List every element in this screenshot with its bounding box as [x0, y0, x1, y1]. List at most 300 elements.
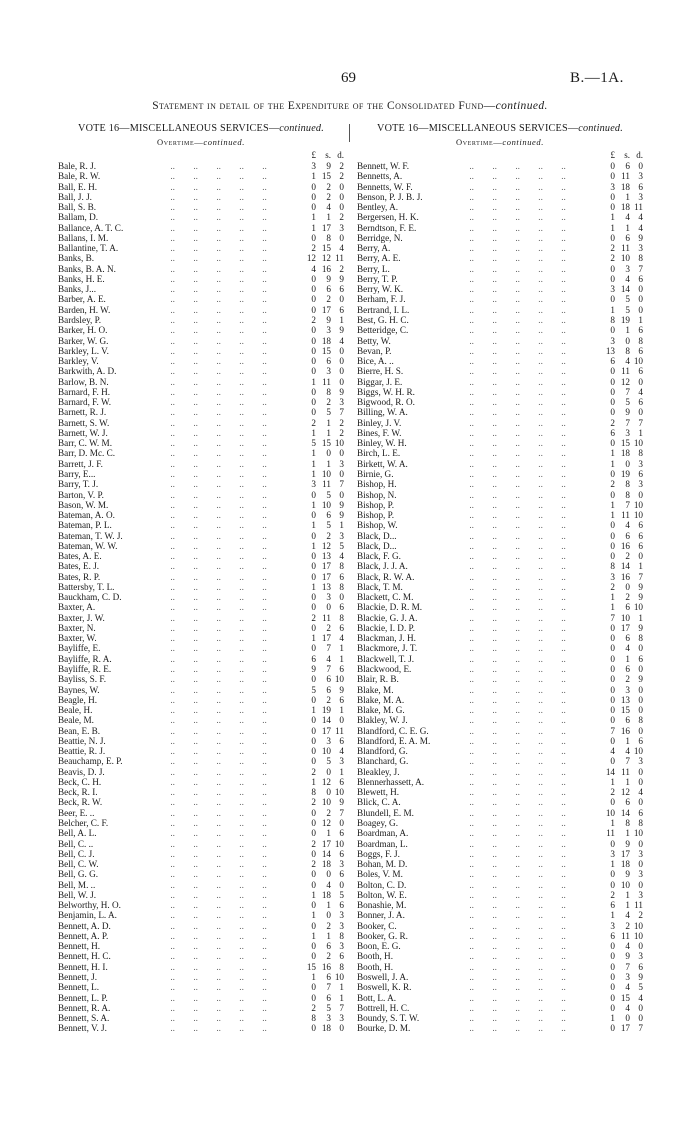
entry-pounds: 2 — [311, 797, 316, 808]
entry-pounds: 1 — [311, 448, 316, 459]
entry-pence: 0 — [339, 191, 344, 202]
entry-name: Beattie, N. J. — [58, 735, 106, 746]
entry-row — [357, 520, 643, 530]
entry-row — [357, 264, 643, 274]
entry-pence: 7 — [339, 807, 344, 818]
statement-caption-cont: continued. — [495, 100, 548, 112]
entry-name: Bell, M. .. — [58, 879, 96, 890]
entry-pence: 10 — [633, 602, 643, 613]
entry-pounds: 0 — [311, 510, 316, 521]
leader-dots: .. .. .. .. .. — [152, 715, 267, 726]
leader-dots: .. .. .. .. .. — [451, 602, 566, 613]
entry-name: Bonashie, M. — [357, 900, 407, 911]
entry-shillings: 1 — [625, 828, 630, 839]
entry-pence: 11 — [335, 253, 344, 264]
left-column — [58, 122, 344, 1034]
entry-pounds: 0 — [610, 1023, 615, 1034]
leader-dots: .. .. .. .. .. — [451, 458, 566, 469]
entry-pounds: 0 — [311, 715, 316, 726]
leader-dots: .. .. .. .. .. — [152, 982, 267, 993]
entry-name: Bell, C. .. — [58, 838, 94, 849]
entry-row — [357, 428, 643, 438]
entry-pounds: 0 — [610, 407, 615, 418]
entry-shillings: 14 — [620, 284, 630, 295]
entry-row — [357, 274, 643, 284]
entry-pence: 7 — [638, 571, 643, 582]
entry-row — [58, 294, 344, 304]
entry-pence: 0 — [339, 1023, 344, 1034]
entry-pence: 6 — [638, 273, 643, 284]
entry-name: Boagey, G. — [357, 818, 398, 828]
leader-dots: .. .. .. .. .. — [152, 499, 267, 510]
vote-heading-text: VOTE 16—MISCELLANEOUS SERVICES— — [377, 123, 579, 134]
entry-shillings: 14 — [321, 715, 331, 726]
entry-shillings: 10 — [321, 468, 331, 479]
leader-dots: .. .. .. .. .. — [451, 171, 566, 182]
entry-name: Blackie, I. D. P. — [357, 622, 415, 633]
entry-shillings: 2 — [326, 951, 331, 962]
entry-pence: 9 — [339, 797, 344, 808]
entry-pounds: 0 — [311, 366, 316, 377]
entry-row — [357, 572, 643, 582]
entry-pence: 6 — [339, 900, 344, 911]
entry-pence: 9 — [339, 510, 344, 521]
entry-shillings: 5 — [326, 489, 331, 500]
entry-pence: 2 — [339, 263, 344, 274]
entry-pounds: 6 — [610, 930, 615, 941]
entry-shillings: 6 — [326, 992, 331, 1003]
entry-name: Bishop, H. — [357, 479, 397, 490]
subheading-text: Overtime— — [456, 137, 503, 147]
entry-name: Bishop, W. — [357, 520, 398, 531]
entry-row — [357, 212, 643, 222]
leader-dots: .. .. .. .. .. — [451, 633, 566, 644]
entry-pence: 0 — [638, 1002, 643, 1013]
entry-name: Bergersen, H. K. — [357, 212, 419, 223]
entry-name: Banks, H. E. — [58, 273, 105, 284]
leader-dots: .. .. .. .. .. — [451, 643, 566, 654]
entry-pence: 0 — [638, 489, 643, 500]
entry-name: Boles, V. M. — [357, 869, 403, 880]
subheading-cont: continued. — [502, 137, 544, 147]
entry-row — [357, 202, 643, 212]
entry-shillings: 0 — [326, 602, 331, 613]
leader-dots: .. .. .. .. .. — [152, 273, 267, 284]
entry-name: Boswell, J. A. — [357, 971, 409, 982]
entry-pence: 6 — [339, 735, 344, 746]
entry-pence: 8 — [638, 715, 643, 726]
entry-row — [58, 910, 344, 920]
entry-shillings: 10 — [620, 612, 630, 623]
entry-name: Battersby, T. L. — [58, 581, 115, 592]
entry-pence: 3 — [638, 869, 643, 880]
entry-pence: 8 — [339, 961, 344, 972]
entry-pounds: 0 — [610, 633, 615, 644]
leader-dots: .. .. .. .. .. — [451, 941, 566, 952]
entry-pounds: 0 — [610, 992, 615, 1003]
entry-name: Bines, F. W. — [357, 427, 402, 438]
entry-row — [357, 192, 643, 202]
entry-pence: 0 — [638, 941, 643, 952]
entry-shillings: 17 — [620, 1023, 630, 1034]
entry-shillings: 4 — [326, 202, 331, 213]
entry-pounds: 2 — [610, 889, 615, 900]
entry-row — [58, 551, 344, 561]
entry-pence: 4 — [638, 222, 643, 233]
leader-dots: .. .. .. .. .. — [451, 212, 566, 223]
leader-dots: .. .. .. .. .. — [152, 746, 267, 757]
entry-row — [58, 797, 344, 807]
entry-shillings: 4 — [326, 879, 331, 890]
shillings-header: s. — [624, 150, 630, 160]
leader-dots: .. .. .. .. .. — [152, 581, 267, 592]
entry-name: Biggs, W. H. R. — [357, 386, 415, 397]
entry-pence: 0 — [339, 468, 344, 479]
entry-pence: 0 — [339, 181, 344, 192]
entry-pounds: 0 — [311, 284, 316, 295]
entry-row — [357, 294, 643, 304]
entry-shillings: 4 — [625, 520, 630, 531]
entry-name: Berndtson, F. E. — [357, 222, 417, 233]
entry-row — [58, 418, 344, 428]
entry-pounds: 0 — [610, 232, 615, 243]
entry-name: Bigwood, R. O. — [357, 397, 415, 408]
entry-shillings: 18 — [321, 335, 331, 346]
entry-name: Bale, R. J. — [58, 161, 97, 171]
entry-pounds: 3 — [311, 479, 316, 490]
entry-row — [357, 756, 643, 766]
entry-name: Bennett, A. D. — [58, 920, 111, 931]
entry-row — [357, 377, 643, 387]
entry-shillings: 0 — [326, 869, 331, 880]
entry-pence: 8 — [638, 253, 643, 264]
leader-dots: .. .. .. .. .. — [451, 992, 566, 1003]
entry-pounds: 2 — [311, 838, 316, 849]
entry-name: Bates, R. P. — [58, 571, 101, 582]
entry-name: Barkley, V. — [58, 356, 99, 367]
entry-pounds: 0 — [311, 941, 316, 952]
entry-row — [58, 993, 344, 1003]
entry-pounds: 1 — [311, 930, 316, 941]
entry-pence: 8 — [339, 930, 344, 941]
entry-pounds: 1 — [311, 971, 316, 982]
entry-row — [357, 510, 643, 520]
entry-pounds: 1 — [311, 458, 316, 469]
entry-row — [58, 212, 344, 222]
entry-pounds: 0 — [311, 602, 316, 613]
entry-shillings: 17 — [321, 222, 331, 233]
entry-name: Birkett, W. A. — [357, 458, 408, 469]
entry-shillings: 17 — [620, 622, 630, 633]
entry-name: Bevan, P. — [357, 345, 392, 356]
entry-row — [58, 931, 344, 941]
entry-pence: 9 — [638, 581, 643, 592]
leader-dots: .. .. .. .. .. — [451, 345, 566, 356]
entry-pence: 7 — [339, 407, 344, 418]
entry-shillings: 1 — [326, 458, 331, 469]
entry-row — [58, 182, 344, 192]
entry-pounds: 0 — [311, 807, 316, 818]
entry-row — [357, 951, 643, 961]
subheading — [357, 136, 643, 148]
entry-pounds: 1 — [610, 1013, 615, 1024]
leader-dots: .. .. .. .. .. — [152, 828, 267, 839]
entry-pounds: 0 — [610, 941, 615, 952]
leader-dots: .. .. .. .. .. — [451, 859, 566, 870]
entry-pence: 3 — [339, 397, 344, 408]
entry-pounds: 0 — [610, 263, 615, 274]
entry-row — [357, 623, 643, 633]
entry-row — [357, 336, 643, 346]
leader-dots: .. .. .. .. .. — [152, 602, 267, 613]
entry-name: Bayliffe, E. — [58, 643, 101, 654]
entry-name: Bell, C. W. — [58, 859, 99, 870]
entry-name: Blake, M. G. — [357, 705, 405, 716]
entry-row — [357, 705, 643, 715]
leader-dots: .. .. .. .. .. — [451, 325, 566, 336]
entry-row — [357, 695, 643, 705]
leader-dots: .. .. .. .. .. — [451, 386, 566, 397]
leader-dots: .. .. .. .. .. — [152, 561, 267, 572]
leader-dots: .. .. .. .. .. — [152, 664, 267, 675]
entry-pence: 10 — [633, 746, 643, 757]
entry-name: Bierre, H. S. — [357, 366, 404, 377]
leader-dots: .. .. .. .. .. — [451, 427, 566, 438]
leader-dots: .. .. .. .. .. — [152, 848, 267, 859]
entry-pence: 11 — [335, 725, 344, 736]
entry-pence: 6 — [638, 735, 643, 746]
entry-name: Boardman, L. — [357, 838, 408, 849]
entry-shillings: 10 — [620, 253, 630, 264]
entry-pounds: 0 — [610, 325, 615, 336]
vote-heading-text: VOTE 16—MISCELLANEOUS SERVICES— — [78, 123, 280, 134]
entry-name: Best, G. H. C. — [357, 314, 409, 325]
entry-row — [357, 315, 643, 325]
entry-pounds: 0 — [311, 592, 316, 603]
entry-name: Beale, H. — [58, 705, 93, 716]
entry-row — [58, 849, 344, 859]
entry-name: Blake, M. — [357, 684, 394, 695]
leader-dots: .. .. .. .. .. — [152, 407, 267, 418]
entry-pence: 3 — [638, 889, 643, 900]
entry-pounds: 1 — [311, 376, 316, 387]
leader-dots: .. .. .. .. .. — [451, 715, 566, 726]
entry-name: Black, F. G. — [357, 551, 401, 562]
entry-shillings: 9 — [326, 273, 331, 284]
leader-dots: .. .. .. .. .. — [451, 807, 566, 818]
subheading-cont: continued. — [203, 137, 245, 147]
leader-dots: .. .. .. .. .. — [152, 633, 267, 644]
entry-row — [357, 777, 643, 787]
entry-shillings: 2 — [326, 694, 331, 705]
entry-name: Booker, C. — [357, 920, 397, 931]
entry-row — [58, 500, 344, 510]
entry-shillings: 5 — [326, 407, 331, 418]
entry-row — [357, 182, 643, 192]
entry-row — [58, 561, 344, 571]
leader-dots: .. .. .. .. .. — [152, 376, 267, 387]
subheading-text: Overtime— — [157, 137, 204, 147]
entry-pence: 1 — [339, 520, 344, 531]
entry-shillings: 1 — [625, 653, 630, 664]
entry-shillings: 2 — [625, 592, 630, 603]
entry-pence: 3 — [638, 458, 643, 469]
entry-row — [58, 1013, 344, 1023]
entry-row — [357, 674, 643, 684]
leader-dots: .. .. .. .. .. — [152, 643, 267, 654]
entry-pence: 4 — [339, 746, 344, 757]
entry-pence: 0 — [638, 294, 643, 305]
leader-dots: .. .. .. .. .. — [451, 766, 566, 777]
entry-pounds: 2 — [311, 766, 316, 777]
entry-pence: 7 — [339, 479, 344, 490]
entry-name: Blandford, C. E. G. — [357, 725, 429, 736]
entry-shillings: 1 — [326, 828, 331, 839]
entry-pounds: 0 — [610, 664, 615, 675]
entry-pence: 10 — [334, 674, 344, 685]
leader-dots: .. .. .. .. .. — [152, 1013, 267, 1024]
entry-shillings: 5 — [625, 304, 630, 315]
entry-shillings: 0 — [625, 458, 630, 469]
entry-row — [58, 336, 344, 346]
leader-dots: .. .. .. .. .. — [451, 971, 566, 982]
entry-shillings: 11 — [621, 171, 630, 182]
entry-shillings: 7 — [326, 664, 331, 675]
entry-pounds: 0 — [610, 191, 615, 202]
leader-dots: .. .. .. .. .. — [152, 448, 267, 459]
entry-shillings: 15 — [620, 705, 630, 716]
entry-shillings: 2 — [625, 551, 630, 562]
entry-name: Boon, E. G. — [357, 941, 401, 952]
entry-pence: 3 — [339, 941, 344, 952]
entry-name: Bateman, W. W. — [58, 540, 118, 551]
entry-shillings: 11 — [621, 366, 630, 377]
entry-shillings: 1 — [326, 417, 331, 428]
leader-dots: .. .. .. .. .. — [451, 910, 566, 921]
leader-dots: .. .. .. .. .. — [451, 571, 566, 582]
entry-pence: 2 — [339, 161, 344, 171]
entry-row — [58, 654, 344, 664]
entry-name: Bohan, M. D. — [357, 859, 408, 870]
entry-pence: 10 — [334, 438, 344, 449]
entry-row — [357, 305, 643, 315]
entry-name: Boundy, S. T. W. — [357, 1013, 420, 1024]
entry-shillings: 4 — [625, 643, 630, 654]
leader-dots: .. .. .. .. .. — [451, 622, 566, 633]
entry-pounds: 0 — [311, 951, 316, 962]
leader-dots: .. .. .. .. .. — [451, 407, 566, 418]
entry-pence: 0 — [638, 376, 643, 387]
leader-dots: .. .. .. .. .. — [152, 263, 267, 274]
leader-dots: .. .. .. .. .. — [451, 961, 566, 972]
entry-shillings: 11 — [621, 243, 630, 254]
leader-dots: .. .. .. .. .. — [451, 222, 566, 233]
leader-dots: .. .. .. .. .. — [152, 386, 267, 397]
entry-pounds: 0 — [610, 797, 615, 808]
entry-name: Barden, H. W. — [58, 304, 111, 315]
leader-dots: .. .. .. .. .. — [152, 540, 267, 551]
entry-shillings: 2 — [326, 530, 331, 541]
entry-pence: 0 — [638, 1013, 643, 1024]
entry-pence: 9 — [339, 499, 344, 510]
leader-dots: .. .. .. .. .. — [152, 838, 267, 849]
leader-dots: .. .. .. .. .. — [152, 222, 267, 233]
entry-shillings: 2 — [625, 920, 630, 931]
leader-dots: .. .. .. .. .. — [152, 1023, 267, 1034]
entry-row — [357, 284, 643, 294]
leader-dots: .. .. .. .. .. — [451, 202, 566, 213]
vote-heading — [357, 122, 643, 136]
entry-pence: 1 — [638, 427, 643, 438]
page-number: 69 — [341, 70, 356, 86]
entry-pence: 9 — [638, 592, 643, 603]
entry-name: Binley, J. V. — [357, 417, 402, 428]
entry-name: Ball, J. J. — [58, 191, 92, 202]
leader-dots: .. .. .. .. .. — [152, 920, 267, 931]
entry-name: Bauckham, C. D. — [58, 592, 122, 603]
entry-name: Ballans, I. M. — [58, 232, 109, 243]
entry-name: Barr, C. W. M. — [58, 438, 112, 449]
entry-pounds: 1 — [610, 910, 615, 921]
entry-pounds: 0 — [311, 992, 316, 1003]
entry-name: Bennett, R. A. — [58, 1002, 111, 1013]
entry-pounds: 0 — [610, 1002, 615, 1013]
entry-pence: 6 — [339, 602, 344, 613]
leader-dots: .. .. .. .. .. — [152, 417, 267, 428]
leader-dots: .. .. .. .. .. — [152, 766, 267, 777]
leader-dots: .. .. .. .. .. — [152, 171, 267, 182]
entry-shillings: 1 — [625, 889, 630, 900]
entry-pounds: 1 — [610, 602, 615, 613]
entry-pounds: 2 — [311, 417, 316, 428]
entry-pence: 0 — [339, 489, 344, 500]
entry-pounds: 1 — [311, 212, 316, 223]
entry-pounds: 12 — [306, 253, 316, 264]
entry-row — [357, 161, 643, 171]
entry-shillings: 17 — [620, 848, 630, 859]
entry-pence: 9 — [638, 232, 643, 243]
leader-dots: .. .. .. .. .. — [451, 735, 566, 746]
leader-dots: .. .. .. .. .. — [451, 1023, 566, 1034]
entry-shillings: 8 — [625, 345, 630, 356]
entry-name: Bonner, J. A. — [357, 910, 405, 921]
entry-pence: 1 — [339, 643, 344, 654]
pence-header: d. — [337, 150, 344, 160]
leader-dots: .. .. .. .. .. — [152, 468, 267, 479]
entry-name: Blakley, W. J. — [357, 715, 408, 726]
entry-shillings: 16 — [321, 263, 331, 274]
entry-pounds: 8 — [311, 1013, 316, 1024]
entry-shillings: 18 — [321, 859, 331, 870]
entry-row — [58, 736, 344, 746]
entry-name: Blewett, H. — [357, 787, 400, 798]
entry-name: Baxter, A. — [58, 602, 96, 613]
leader-dots: .. .. .. .. .. — [451, 776, 566, 787]
leader-dots: .. .. .. .. .. — [451, 653, 566, 664]
entry-row — [58, 520, 344, 530]
entry-name: Berry, A. — [357, 243, 391, 254]
entry-name: Bourke, D. M. — [357, 1023, 411, 1034]
entry-name: Bateman, P. L. — [58, 520, 112, 531]
entry-row — [357, 592, 643, 602]
entry-name: Belworthy, H. O. — [58, 900, 121, 911]
entry-pence: 0 — [339, 448, 344, 459]
entry-pounds: 1 — [311, 468, 316, 479]
entry-name: Bennett, H. I. — [58, 961, 108, 972]
entry-pence: 6 — [339, 951, 344, 962]
entry-pounds: 0 — [610, 489, 615, 500]
entry-shillings: 8 — [625, 479, 630, 490]
